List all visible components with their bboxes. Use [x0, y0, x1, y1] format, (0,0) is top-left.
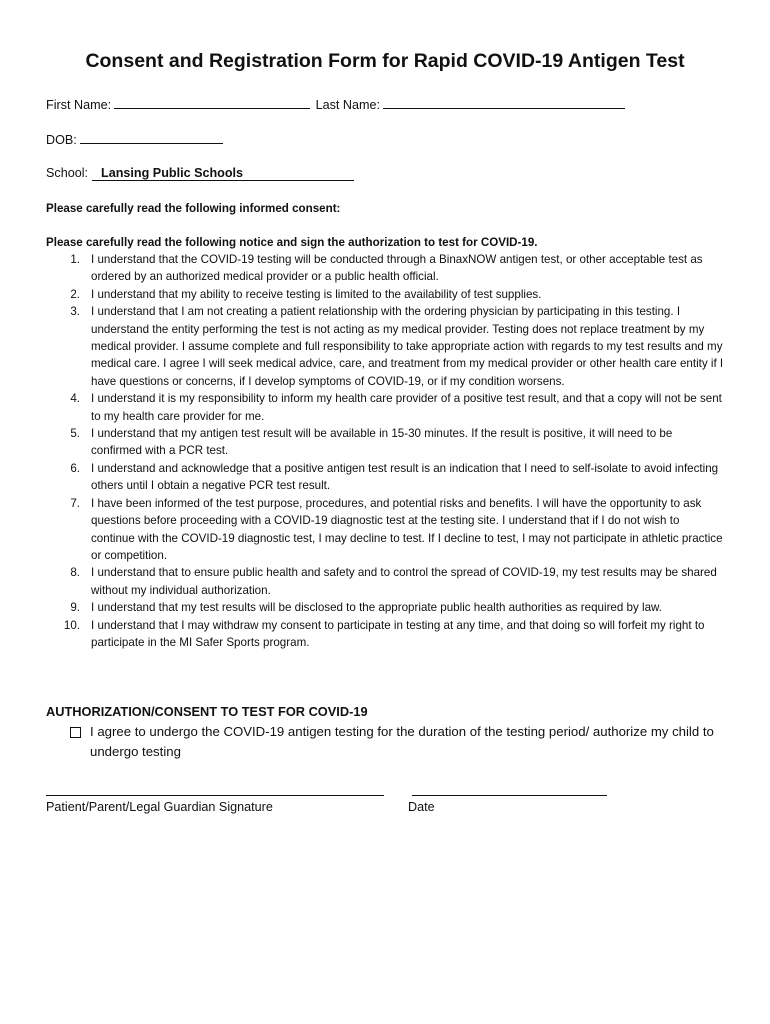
list-item: 1. I understand that the COVID-19 testing will be conducted through a BinaxNOW antigen test, or other acceptable test as ordered by an authorized medical provider or a public health official. — [70, 253, 703, 284]
list-item: 2. I understand that my ability to receive testing is limited to the availability of test supplies. — [70, 287, 542, 301]
form-title: Consent and Registration Form for Rapid COVID-19 Antigen Test — [85, 50, 685, 72]
signature-line[interactable] — [46, 795, 384, 796]
school-row — [46, 166, 354, 181]
agree-option[interactable] — [70, 722, 720, 762]
list-item: 7. I have been informed of the test purpose, procedures, and potential risks and benefits. I will have the opportunity to ask questions before proceeding with a COVID-19 diagnostic test at the testing site. I understand that if I do not wish to continue with the COVID-19 diagnostic test, I may decline to test. If I decline to test, I may not participate in athletic practice or competition. — [70, 496, 723, 562]
authorization-title: AUTHORIZATION/CONSENT TO TEST FOR COVID-19 — [46, 704, 368, 719]
last-name-label: Last Name: — [315, 98, 380, 112]
dob-label: DOB: — [46, 133, 77, 147]
school-label: School: — [46, 166, 89, 180]
date-label: Date — [408, 800, 435, 814]
dob-row — [46, 131, 223, 147]
consent-list — [46, 251, 726, 651]
signature-label: Patient/Parent/Legal Guardian Signature — [46, 800, 273, 814]
list-item: 8. I understand that to ensure public health and safety and to control the spread of COVID-19, my test results may be shared without my individual authorization. — [70, 566, 717, 597]
date-line[interactable] — [412, 795, 607, 796]
consent-heading: Please carefully read the following informed consent: — [46, 202, 341, 215]
list-item: 9. I understand that my test results will be disclosed to the appropriate public health authorities as required by law. — [70, 601, 662, 615]
name-row — [46, 96, 625, 112]
school-field[interactable]: Lansing Public Schools — [92, 166, 354, 181]
list-item: 3. I understand that I am not creating a patient relationship with the ordering physician by participating in this testing. I understand the entity performing the test is not acting as my medical provider. Testing does not replace treatment by my medical provider. I assume complete and full responsibility to take appropriate action with regards to my test results and my medical care. I agree I will seek medical advice, care, and treatment from my medical provider or other health care entity if I have questions or concerns, if I develop symptoms of COVID-19, or if my condition worsens. — [70, 305, 724, 388]
notice-heading: Please carefully read the following notice and sign the authorization to test for COVID-19. — [46, 236, 538, 249]
list-item: 5. I understand that my antigen test result will be available in 15-30 minutes. If the result is positive, it will need to be confirmed with a PCR test. — [70, 427, 673, 458]
agree-checkbox[interactable] — [70, 727, 81, 738]
first-name-label: First Name: — [46, 98, 112, 112]
agree-text: I agree to undergo the COVID-19 antigen testing for the duration of the testing period/ authorize my child to undergo testing — [90, 724, 714, 759]
dob-field[interactable] — [80, 131, 223, 144]
list-item: 4. I understand it is my responsibility to inform my health care provider of a positive test result, and that a copy will not be sent to my health care provider for me. — [70, 392, 722, 423]
last-name-field[interactable] — [383, 96, 625, 109]
list-item: 10. I understand that I may withdraw my consent to participate in testing at any time, and that doing so will forfeit my right to participate in the MI Safer Sports program. — [63, 618, 705, 649]
list-item: 6. I understand and acknowledge that a positive antigen test result is an indication that I need to self-isolate to avoid infecting others until I obtain a negative PCR test result. — [70, 461, 719, 493]
first-name-field[interactable] — [114, 96, 310, 109]
